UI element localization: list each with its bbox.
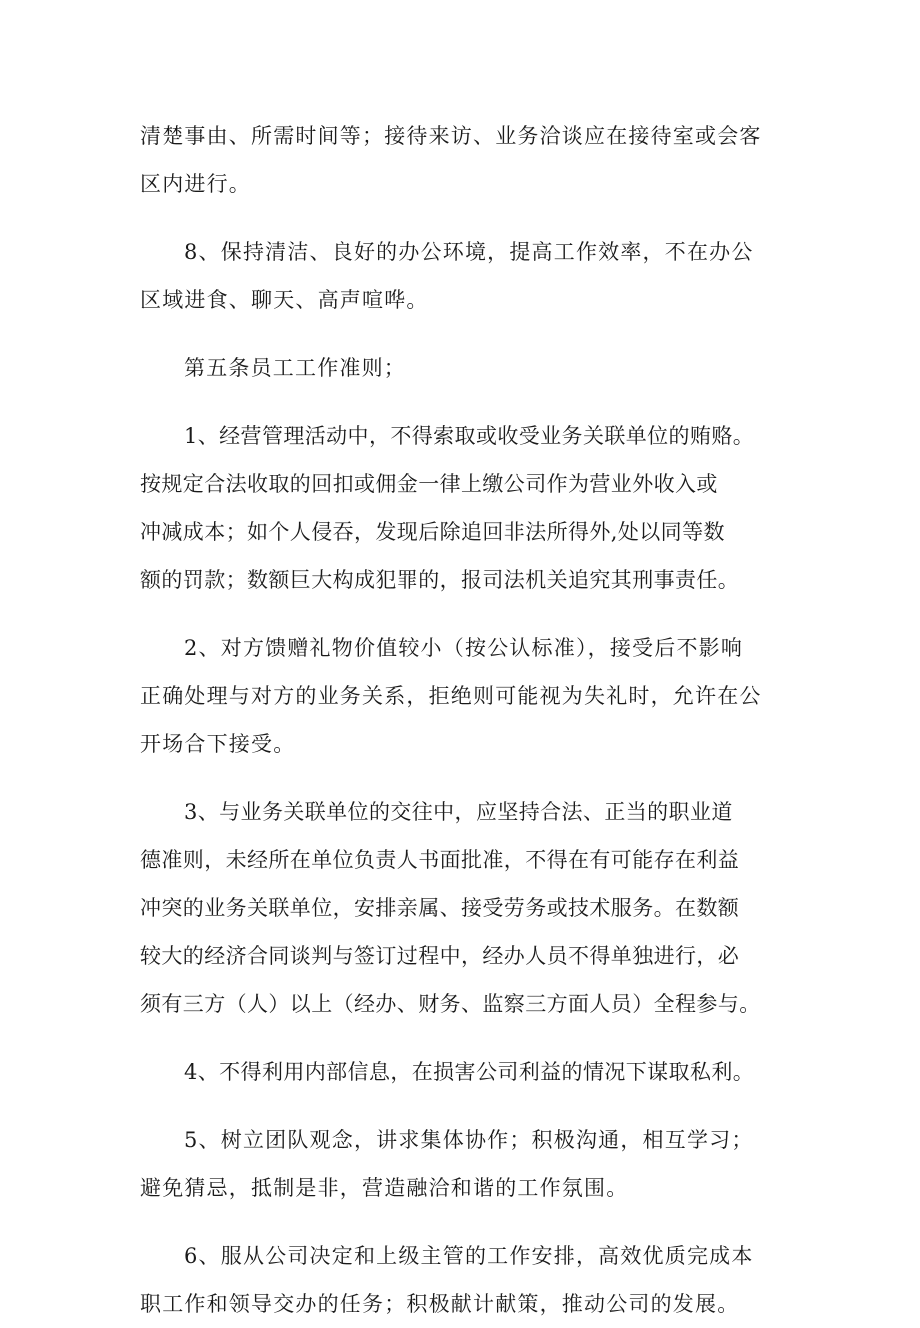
text-line: 额的罚款；数额巨大构成犯罪的，报司法机关追究其刑事责任。 [140, 568, 740, 592]
paragraph-rule-5 [140, 1116, 800, 1212]
text-line: 避免猜忌，抵制是非，营造融洽和谐的工作氛围。 [140, 1176, 629, 1200]
text-line: 6、服从公司决定和上级主管的工作安排，高效优质完成本 [184, 1244, 754, 1268]
paragraph-rule-6 [140, 1232, 800, 1328]
text-line: 开场合下接受。 [140, 732, 296, 756]
section-heading-article-5 [140, 344, 800, 392]
paragraph-rule-1 [140, 412, 800, 604]
paragraph-rule-4 [140, 1048, 800, 1096]
text-line: 正确处理与对方的业务关系，拒绝则可能视为失礼时，允许在公 [140, 684, 762, 708]
document-body [140, 112, 800, 1328]
text-line: 较大的经济合同谈判与签订过程中，经办人员不得单独进行，必 [140, 944, 740, 968]
text-line: 5、树立团队观念，讲求集体协作；积极沟通，相互学习； [184, 1128, 754, 1152]
paragraph-rule-3 [140, 788, 800, 1028]
text-line: 冲减成本；如个人侵吞，发现后除追回非法所得外,处以同等数 [140, 520, 725, 544]
text-line: 清楚事由、所需时间等；接待来访、业务洽谈应在接待室或会客 [140, 124, 762, 148]
text-line: 按规定合法收取的回扣或佣金一律上缴公司作为营业外收入或 [140, 472, 718, 496]
text-line: 2、对方馈赠礼物价值较小（按公认标准），接受后不影响 [184, 636, 744, 660]
text-line: 德准则，未经所在单位负责人书面批准，不得在有可能存在利益 [140, 848, 740, 872]
text-line: 1、经营管理活动中，不得索取或收受业务关联单位的贿赂。 [184, 424, 755, 448]
text-line: 8、保持清洁、良好的办公环境，提高工作效率，不在办公 [184, 240, 754, 264]
text-line: 第五条员工工作准则； [184, 356, 406, 380]
text-line: 冲突的业务关联单位，安排亲属、接受劳务或技术服务。在数额 [140, 896, 740, 920]
paragraph-item-8 [140, 228, 800, 324]
text-line: 须有三方（人）以上（经办、财务、监察三方面人员）全程参与。 [140, 992, 761, 1016]
paragraph-continuation [140, 112, 800, 208]
text-line: 职工作和领导交办的任务；积极献计献策，推动公司的发展。 [140, 1292, 740, 1316]
text-line: 区域进食、聊天、高声喧哗。 [140, 288, 429, 312]
paragraph-rule-2 [140, 624, 800, 768]
text-line: 区内进行。 [140, 172, 251, 196]
text-line: 4、不得利用内部信息，在损害公司利益的情况下谋取私利。 [184, 1060, 755, 1084]
text-line: 3、与业务关联单位的交往中，应坚持合法、正当的职业道 [184, 800, 733, 824]
